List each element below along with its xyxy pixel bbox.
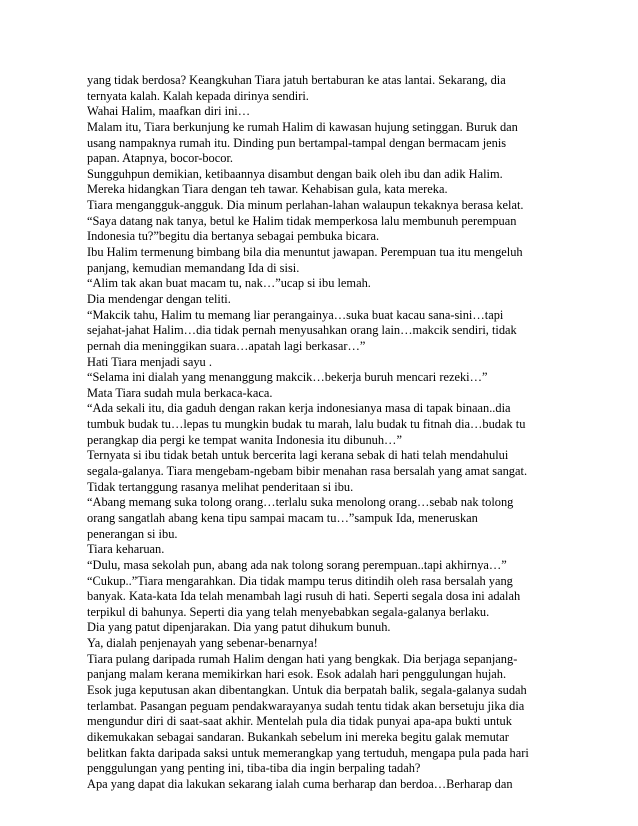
text-line: Ibu Halim termenung bimbang bila dia menuntut jawapan. Perempuan tua itu mengeluh bbox=[87, 245, 523, 260]
text-line: penerangan si ibu. bbox=[87, 526, 178, 541]
text-line: “Makcik tahu, Halim tu memang liar perangainya…suka buat kacau sana-sini…tapi bbox=[87, 307, 504, 322]
text-line: Tiara keharuan. bbox=[87, 542, 165, 557]
text-line: Tiara pulang daripada rumah Halim dengan hati yang bengkak. Dia berjaga sepanjang- bbox=[87, 651, 518, 666]
text-line: ternyata kalah. Kalah kepada dirinya sendiri. bbox=[87, 88, 309, 103]
text-line: panjang malam kerana memikirkan hari esok. Esok adalah hari penggulungan hujah. bbox=[87, 667, 507, 682]
text-line: panjang, kemudian memandang Ida di sisi. bbox=[87, 260, 300, 275]
text-line: papan. Atapnya, bocor-bocor. bbox=[87, 151, 233, 166]
text-line: terlambat. Pasangan peguam pendakwarayanya sudah tentu tidak akan bersetuju jika dia bbox=[87, 698, 525, 713]
text-line: dikemukakan sebagai sandaran. Bukankah sebelum ini mereka begitu galak memutar bbox=[87, 729, 509, 744]
text-line: Sungguhpun demikian, ketibaannya disambut dengan baik oleh ibu dan adik Halim. bbox=[87, 166, 503, 181]
text-line: tumbuk budak tu…lepas tu mungkin budak tu marah, lalu budak tu fitnah dia…budak tu bbox=[87, 417, 526, 432]
text-line: segala-galanya. Tiara mengebam-ngebam bibir menahan rasa bersalah yang amat sangat. bbox=[87, 464, 528, 479]
text-line: terpikul di bahunya. Seperti dia yang telah menyebabkan segala-galanya berlaku. bbox=[87, 604, 490, 619]
text-line: Dia yang patut dipenjarakan. Dia yang patut dihukum bunuh. bbox=[87, 620, 391, 635]
text-line: pernah dia meninggikan suara…apatah lagi berkasar…” bbox=[87, 338, 366, 353]
text-line: yang tidak berdosa? Keangkuhan Tiara jatuh bertaburan ke atas lantai. Sekarang, dia bbox=[87, 73, 506, 87]
text-line: orang sangatlah abang kena tipu sampai macam tu…”sampuk Ida, meneruskan bbox=[87, 510, 478, 525]
text-line: Hati Tiara menjadi sayu . bbox=[87, 354, 212, 369]
text-line: sejahat-jahat Halim…dia tidak pernah menyusahkan orang lain…makcik sendiri, tidak bbox=[87, 323, 517, 338]
text-line: Mereka hidangkan Tiara dengan teh tawar. Kehabisan gula, kata mereka. bbox=[87, 182, 448, 197]
text-line: Esok juga keputusan akan dibentangkan. Untuk dia berpatah balik, segala-galanya sudah bbox=[87, 682, 527, 697]
text-line: mengundur diri di saat-saat akhir. Mentelah pula dia tidak punyai apa-apa bukti untuk bbox=[87, 714, 512, 729]
text-line: “Selama ini dialah yang menanggung makcik…bekerja buruh mencari rezeki…” bbox=[87, 370, 488, 385]
text-line: banyak. Kata-kata Ida telah menambah lagi rusuh di hati. Seperti segala dosa ini adalah bbox=[87, 589, 521, 604]
text-line: usang nampaknya rumah itu. Dinding pun bertampal-tampal dengan bermacam jenis bbox=[87, 135, 507, 150]
text-line: Wahai Halim, maafkan diri ini… bbox=[87, 104, 251, 119]
text-line: “Saya datang nak tanya, betul ke Halim tidak memperkosa lalu membunuh perempuan bbox=[87, 213, 517, 228]
text-line: Apa yang dapat dia lakukan sekarang ialah cuma berharap dan berdoa…Berharap dan bbox=[87, 776, 513, 791]
text-line: “Abang memang suka tolong orang…terlalu suka menolong orang…sebab nak tolong bbox=[87, 495, 514, 510]
text-line: “Alim tak akan buat macam tu, nak…”ucap si ibu lemah. bbox=[87, 276, 371, 291]
text-line: Ya, dialah penjenayah yang sebenar-benarnya! bbox=[87, 636, 318, 651]
text-line: Tiara mengangguk-angguk. Dia minum perlahan-lahan walaupun tekaknya berasa kelat. bbox=[87, 198, 524, 213]
text-line: “Dulu, masa sekolah pun, abang ada nak tolong sorang perempuan..tapi akhirnya…” bbox=[87, 557, 507, 572]
text-line: Mata Tiara sudah mula berkaca-kaca. bbox=[87, 385, 273, 400]
text-line: “Cukup..”Tiara mengarahkan. Dia tidak mampu terus ditindih oleh rasa bersalah yang bbox=[87, 573, 513, 588]
text-line: penggulungan yang penting ini, tiba-tiba dia ingin berpaling tadah? bbox=[87, 761, 421, 776]
text-line: belitkan fakta daripada saksi untuk memerangkap yang tertuduh, mengapa pula pada hari bbox=[87, 745, 529, 760]
text-line: Ternyata si ibu tidak betah untuk bercerita lagi kerana sebak di hati telah mendahului bbox=[87, 448, 509, 463]
text-line: Malam itu, Tiara berkunjung ke rumah Halim di kawasan hujung setinggan. Buruk dan bbox=[87, 119, 518, 134]
body-text bbox=[87, 73, 557, 792]
text-line: Indonesia tu?”begitu dia bertanya sebagai pembuka bicara. bbox=[87, 229, 380, 244]
text-line: Tidak tertanggung rasanya melihat penderitaan si ibu. bbox=[87, 479, 354, 494]
text-line: Dia mendengar dengan teliti. bbox=[87, 291, 231, 306]
text-line: perangkap dia pergi ke tempat wanita Indonesia itu dibunuh…” bbox=[87, 432, 402, 447]
text-line: “Ada sekali itu, dia gaduh dengan rakan kerja indonesianya masa di tapak binaan..dia bbox=[87, 401, 511, 416]
